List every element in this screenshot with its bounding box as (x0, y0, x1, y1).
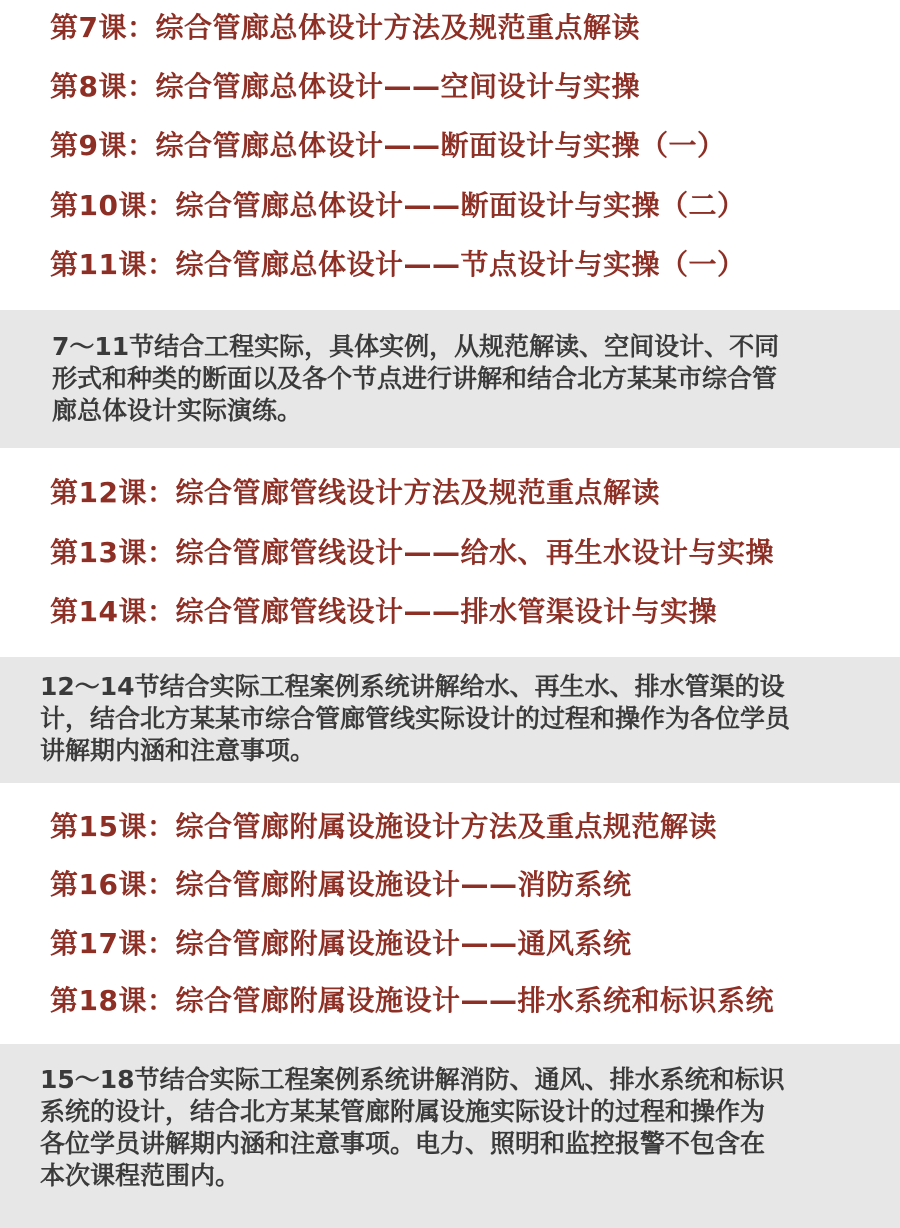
summary-line: 系统的设计，结合北方某某管廊附属设施实际设计的过程和操作为 (40, 1097, 766, 1126)
lesson-title: 第8课：综合管廊总体设计——空间设计与实操 (50, 70, 640, 103)
summary-line: 廊总体设计实际演练。 (52, 396, 303, 425)
lesson-title: 第9课：综合管廊总体设计——断面设计与实操（一） (50, 129, 726, 162)
lesson-title: 第16课：综合管廊附属设施设计——消防系统 (50, 868, 632, 901)
lesson-title: 第7课：综合管廊总体设计方法及规范重点解读 (50, 11, 640, 44)
lesson-title: 第17课：综合管廊附属设施设计——通风系统 (50, 927, 632, 960)
summary-line: 各位学员讲解期内涵和注意事项。电力、照明和监控报警不包含在 (40, 1129, 766, 1158)
summary-box (0, 1044, 900, 1228)
summary-line: 本次课程范围内。 (40, 1161, 241, 1190)
summary-line: 7～11节结合工程实际，具体实例，从规范解读、空间设计、不同 (52, 332, 780, 361)
lesson-title: 第11课：综合管廊总体设计——节点设计与实操（一） (50, 248, 746, 281)
summary-line: 讲解期内涵和注意事项。 (40, 736, 316, 765)
summary-box (0, 310, 900, 448)
summary-line: 形式和种类的断面以及各个节点进行讲解和结合北方某某市综合管 (52, 364, 778, 393)
lesson-title: 第10课：综合管廊总体设计——断面设计与实操（二） (50, 189, 746, 222)
lesson-title: 第12课：综合管廊管线设计方法及规范重点解读 (50, 476, 660, 509)
summary-line: 12～14节结合实际工程案例系统讲解给水、再生水、排水管渠的设 (40, 672, 785, 701)
lesson-title: 第18课：综合管廊附属设施设计——排水系统和标识系统 (50, 984, 774, 1017)
lesson-title: 第14课：综合管廊管线设计——排水管渠设计与实操 (50, 595, 717, 628)
summary-box (0, 657, 900, 783)
summary-line: 15～18节结合实际工程案例系统讲解消防、通风、排水系统和标识 (40, 1065, 785, 1094)
summary-line: 计，结合北方某某市综合管廊管线实际设计的过程和操作为各位学员 (40, 704, 791, 733)
lesson-title: 第15课：综合管廊附属设施设计方法及重点规范解读 (50, 810, 717, 843)
lesson-title: 第13课：综合管廊管线设计——给水、再生水设计与实操 (50, 536, 774, 569)
